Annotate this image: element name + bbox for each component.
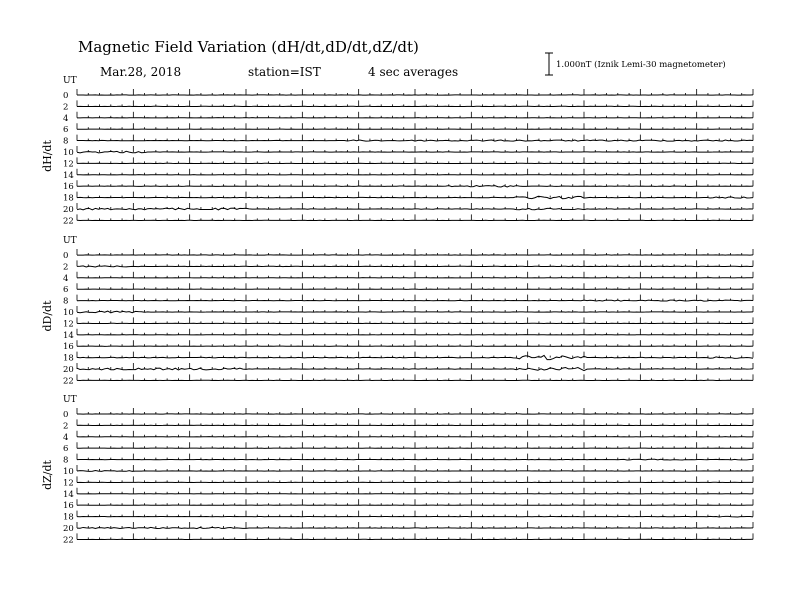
hour-label: 16 <box>63 342 74 353</box>
panel-ylabel: dD/dt <box>41 300 54 332</box>
hour-label: 8 <box>63 136 69 147</box>
averaging-label: 4 sec averages <box>368 65 459 79</box>
hour-label: 18 <box>63 512 74 523</box>
hour-label: 10 <box>63 467 74 477</box>
hour-label: 14 <box>63 489 74 500</box>
hour-label: 0 <box>63 251 69 261</box>
hour-label: 6 <box>63 444 69 455</box>
chart-title: Magnetic Field Variation (dH/dt,dD/dt,dZ/dt) <box>78 38 419 56</box>
hour-label: 4 <box>63 113 69 124</box>
station-label: station=IST <box>248 65 321 79</box>
hour-label: 16 <box>63 182 74 193</box>
hour-label: 18 <box>63 193 74 204</box>
hour-label: 8 <box>63 296 69 307</box>
hour-label: 22 <box>63 535 74 546</box>
hour-label: 12 <box>63 159 74 170</box>
hour-label: 4 <box>63 273 69 284</box>
panel-ylabel: dZ/dt <box>41 460 54 490</box>
hour-label: 6 <box>63 285 69 296</box>
hour-label: 2 <box>63 262 69 273</box>
hour-label: 12 <box>63 319 74 330</box>
scale-bar-label: 1.000nT (Iznik Lemi-30 magnetometer) <box>556 60 726 70</box>
hour-label: 12 <box>63 478 74 489</box>
data-trace <box>77 459 753 460</box>
hour-label: 14 <box>63 330 74 341</box>
ut-axis-label: UT <box>63 236 77 246</box>
hour-label: 14 <box>63 170 74 181</box>
hour-label: 18 <box>63 353 74 364</box>
hour-label: 10 <box>63 308 74 318</box>
hour-label: 22 <box>63 216 74 227</box>
hour-label: 20 <box>63 365 74 375</box>
date-label: Mar.28, 2018 <box>100 65 182 79</box>
hour-label: 16 <box>63 501 74 512</box>
data-trace <box>77 266 753 267</box>
data-trace <box>77 516 753 517</box>
data-trace <box>77 471 753 472</box>
hour-label: 0 <box>63 410 69 420</box>
ut-axis-label: UT <box>63 395 77 405</box>
hour-label: 0 <box>63 91 69 101</box>
hour-label: 22 <box>63 376 74 387</box>
hour-label: 10 <box>63 148 74 158</box>
hour-label: 2 <box>63 421 69 432</box>
hour-label: 4 <box>63 432 69 443</box>
panel-ylabel: dH/dt <box>41 140 54 172</box>
hour-label: 8 <box>63 455 69 466</box>
data-trace <box>77 300 753 301</box>
hour-label: 20 <box>63 524 74 534</box>
hour-label: 20 <box>63 205 74 215</box>
ut-axis-label: UT <box>63 76 77 86</box>
data-trace <box>77 186 753 187</box>
hour-label: 2 <box>63 102 69 113</box>
hour-label: 6 <box>63 125 69 136</box>
